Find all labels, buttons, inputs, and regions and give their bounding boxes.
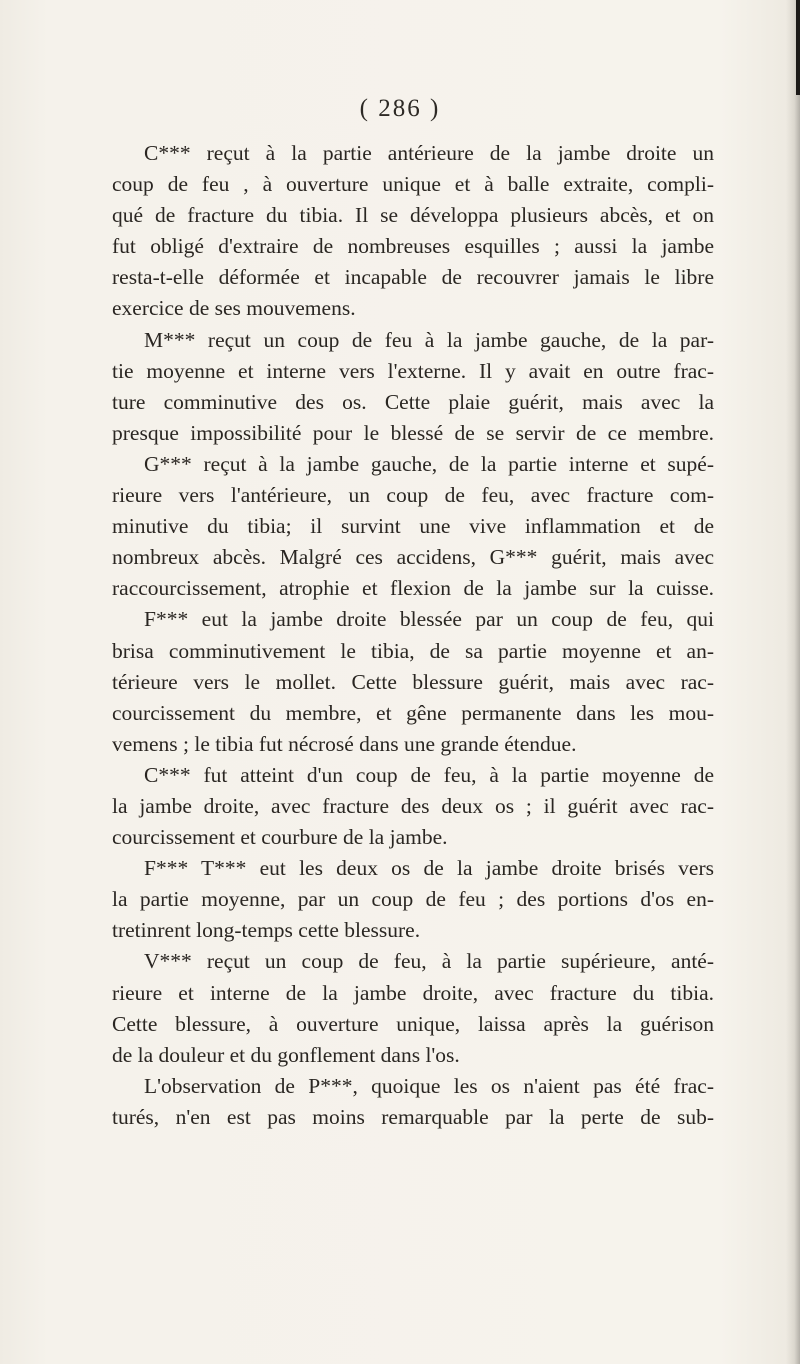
text-line: fut obligé d'extraire de nombreuses esquilles ; aussi la jambe bbox=[112, 234, 714, 259]
text-line: nombreux abcès. Malgré ces accidens, G*** guérit, mais avec bbox=[112, 545, 714, 570]
text-line: vemens ; le tibia fut nécrosé dans une grande étendue. bbox=[112, 731, 577, 756]
page-edge-shadow bbox=[786, 0, 800, 1364]
text-line: F*** T*** eut les deux os de la jambe droite brisés vers bbox=[144, 856, 714, 881]
binding-mark bbox=[796, 0, 800, 95]
text-line: resta-t-elle déformée et incapable de recouvrer jamais le libre bbox=[112, 265, 714, 290]
text-line: courcissement et courbure de la jambe. bbox=[112, 825, 448, 850]
text-line: de la douleur et du gonflement dans l'os. bbox=[112, 1042, 460, 1067]
text-line: ture comminutive des os. Cette plaie guérit, mais avec la bbox=[112, 389, 714, 414]
text-line: C*** reçut à la partie antérieure de la jambe droite un bbox=[144, 141, 714, 165]
text-line: courcissement du membre, et gêne permanente dans les mou- bbox=[112, 700, 714, 725]
text-line: M*** reçut un coup de feu à la jambe gauche, de la par- bbox=[144, 327, 714, 352]
text-line: V*** reçut un coup de feu, à la partie supérieure, anté- bbox=[144, 949, 714, 974]
text-line: rieure vers l'antérieure, un coup de feu, avec fracture com- bbox=[112, 483, 714, 508]
text-line: C*** fut atteint d'un coup de feu, à la partie moyenne de bbox=[144, 762, 714, 787]
text-line: raccourcissement, atrophie et flexion de la jambe sur la cuisse. bbox=[112, 576, 714, 601]
text-line: exercice de ses mouvemens. bbox=[112, 296, 356, 321]
text-line: coup de feu , à ouverture unique et à balle extraite, compli- bbox=[112, 172, 714, 197]
text-line: rieure et interne de la jambe droite, avec fracture du tibia. bbox=[112, 980, 714, 1005]
text-line: brisa comminutivement le tibia, de sa partie moyenne et an- bbox=[112, 638, 714, 663]
text-line: la jambe droite, avec fracture des deux os ; il guérit avec rac- bbox=[112, 793, 714, 818]
text-line: tretinrent long-temps cette blessure. bbox=[112, 918, 421, 943]
text-line: minutive du tibia; il survint une vive inflammation et de bbox=[112, 514, 714, 539]
text-line: la partie moyenne, par un coup de feu ; des portions d'os en- bbox=[112, 887, 714, 912]
page-number: ( 286 ) bbox=[359, 95, 441, 122]
text-line: térieure vers le mollet. Cette blessure guérit, mais avec rac- bbox=[112, 669, 714, 694]
text-line: G*** reçut à la jambe gauche, de la partie interne et supé- bbox=[144, 451, 714, 476]
text-line: presque impossibilité pour le blessé de se servir de ce membre. bbox=[112, 420, 714, 445]
text-line: qué de fracture du tibia. Il se développa plusieurs abcès, et on bbox=[112, 203, 714, 228]
text-line: Cette blessure, à ouverture unique, laissa après la guérison bbox=[112, 1011, 714, 1036]
body-text bbox=[112, 138, 714, 1133]
text-line: turés, n'en est pas moins remarquable par la perte de sub- bbox=[112, 1104, 714, 1129]
text-line: L'observation de P***, quoique les os n'aient pas été frac- bbox=[144, 1073, 714, 1098]
text-line: F*** eut la jambe droite blessée par un coup de feu, qui bbox=[144, 607, 714, 632]
text-line: tie moyenne et interne vers l'externe. Il y avait en outre frac- bbox=[112, 358, 714, 383]
